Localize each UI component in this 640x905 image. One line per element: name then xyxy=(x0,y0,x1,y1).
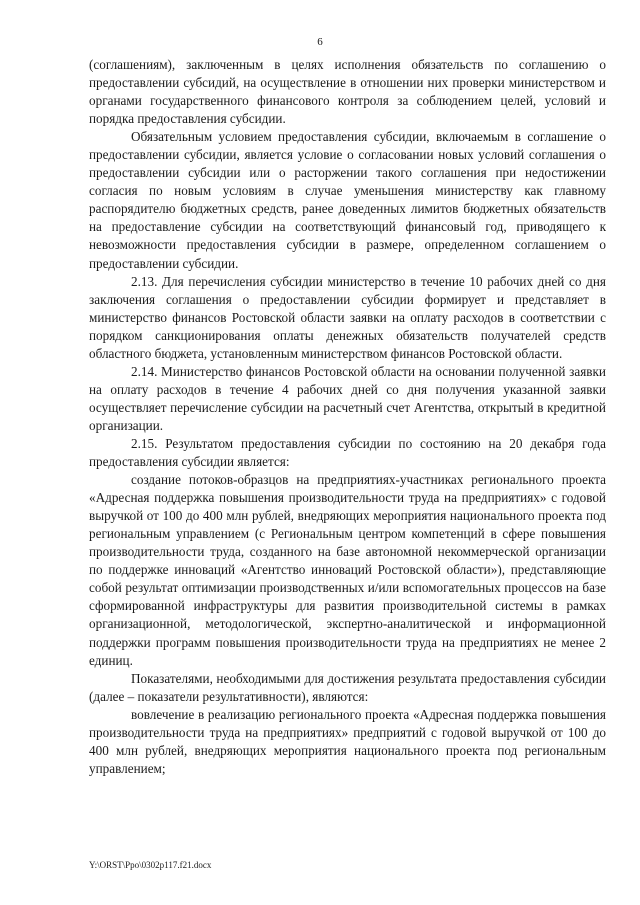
paragraph-2-15: 2.15. Результатом предоставления субсидии по состоянию на 20 декабря года предоставления субсидии является: xyxy=(89,435,606,470)
paragraph-2-14: 2.14. Министерство финансов Ростовской области на основании полученной заявки на оплату расходов в течение 4 рабочих дней со дня получения указанной заявки осуществляет перечисление субсидии на расчетный счет Агентства, открытый в кредитной организации. xyxy=(89,363,606,433)
paragraph-result-description: создание потоков-образцов на предприятиях-участниках регионального проекта «Адресная поддержка повышения производительности труда на предприятиях» с годовой выручкой от 100 до 400 млн рублей, внедряющих мероприятия национального проекта под региональным управлением (с Региональным центром компетенций в сфере повышения производительности труда, созданного на базе автономной некоммерческой организации по поддержке инноваций «Агентство инноваций Ростовской области»), представляющие собой результат оптимизации производственных и/или вспомогательных процессов на базе сформированной инфраструктуры для развития производительной системы в рамках организационной, методологической, экспертно-аналитической и информационной поддержки программ повышения производительности труда на предприятиях не менее 2 единиц. xyxy=(89,472,606,668)
paragraph-mandatory-condition: Обязательным условием предоставления субсидии, включаемым в соглашение о предоставлении субсидии, является условие о согласовании новых условий соглашения о предоставлении субсидии или о расторжении такого соглашения при недостижении согласия по новым условиям в случае уменьшения министерству как главному распорядителю бюджетных средств, ранее доведенных лимитов бюджетных обязательств на предоставление субсидии на соответствующий финансовый год, приводящего к невозможности предоставления субсидии в размере, определенном соглашением о предоставлении субсидии. xyxy=(89,129,606,271)
paragraph-indicators-intro: Показателями, необходимыми для достижения результата предоставления субсидии (далее – показатели результативности), являются: xyxy=(89,670,606,704)
paragraph-indicator-involvement: вовлечение в реализацию регионального проекта «Адресная поддержка повышения производительности труда на предприятиях» предприятий с годовой выручкой от 100 до 400 млн рублей, внедряющих мероприятия национального проекта под региональным управлением; xyxy=(89,706,606,776)
footer-file-path: Y:\ORST\Ppo\0302p117.f21.docx xyxy=(89,860,212,870)
paragraph-continuation: (соглашениям), заключенным в целях исполнения обязательств по соглашению о предоставлении субсидий, на осуществление в отношении них проверки министерством и органами государственного финансового контроля за соблюдением целей, условий и порядка предоставления субсидии. xyxy=(89,57,606,127)
document-body xyxy=(89,56,606,778)
page-number: 6 xyxy=(317,36,323,48)
paragraph-2-13: 2.13. Для перечисления субсидии министерство в течение 10 рабочих дней со дня заключения соглашения о предоставлении субсидии формирует и представляет в министерство финансов Ростовской области заявки на оплату расходов в соответствии с порядком санкционирования оплаты денежных обязательств получателей средств областного бюджета, установленным министерством финансов Ростовской области. xyxy=(89,273,606,361)
